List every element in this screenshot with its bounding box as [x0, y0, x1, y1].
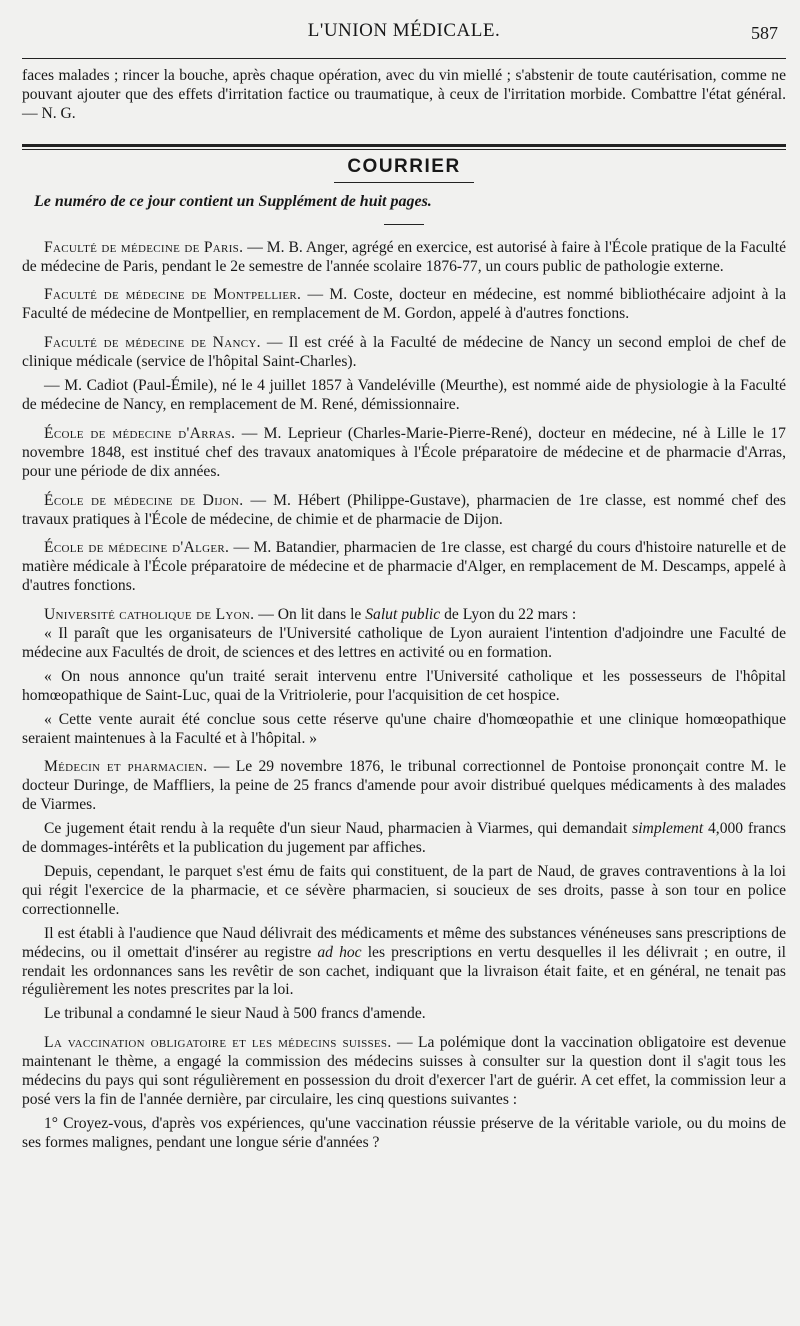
entry-heading: École de médecine d'Alger. — [44, 539, 230, 557]
lyon-quote-2: « On nous annonce qu'un traité serait intervenu entre l'Université catholique et les possesseurs de l'hôpital homœopathique de Saint-Luc, quai de la Vritriolerie, pour l'acquisition de cet hospice. — [22, 667, 786, 704]
page-header — [22, 18, 786, 48]
running-title: L'UNION MÉDICALE. — [307, 20, 501, 41]
pharma-paragraph-2 — [22, 820, 786, 858]
pharma-paragraph-5: Le tribunal a condamné le sieur Naud à 500 francs d'amende. — [44, 1005, 426, 1023]
page-number: 587 — [751, 23, 778, 43]
entry-lyon — [22, 606, 786, 625]
emphasis: simplement — [632, 820, 704, 838]
entry-medecin-pharmacien — [22, 758, 786, 815]
entry-text: — M. B. Anger, agrégé en exercice, est autorisé à faire à l'École pratique de la Faculté de médecine de Paris, pendant le 2e semestre de l'année scolaire 1876-77, un cours public de pathologie externe. — [22, 238, 786, 275]
emphasis: ad hoc — [317, 943, 362, 961]
paragraph-text: 4,000 francs de dommages-intérêts et la publication du jugement par affiches. — [22, 820, 786, 857]
lyon-quote-1: « Il paraît que les organisateurs de l'Université catholique de Lyon auraient l'intention d'adjoindre une Faculté de médecine aux Facultés de droit, de sciences et des lettres en activité ou en formation. — [22, 625, 786, 661]
vaccination-question-1: 1° Croyez-vous, d'après vos expériences, qu'une vaccination réussie préserve de la véritable variole, ou du moins de ses formes malignes, pendant une longue série d'années ? — [22, 1114, 786, 1151]
entry-text: de Lyon du 22 mars : — [440, 606, 577, 624]
header-rule — [22, 58, 786, 59]
section-title: COURRIER — [347, 155, 461, 177]
entry-text: — La polémique dont la vaccination obligatoire est devenue maintenant le thème, a engagé la commission des médecins suisses à consulter sur la question dont il s'agit tous les médecins du pays qui sont régulièrement en possession du droit d'exercer l'art de guérir. A cet effet, la commission leur a posé vers la fin de l'année dernière, par circulaire, les cinq questions suivantes : — [22, 1034, 786, 1108]
paragraph-text: Ce jugement était rendu à la requête d'un sieur Naud, pharmacien à Viarmes, qui demandait — [44, 820, 633, 838]
newspaper-title: Salut public — [365, 606, 441, 624]
entry-text: — On lit dans le — [254, 606, 366, 624]
entry-nancy-followup: — M. Cadiot (Paul-Émile), né le 4 juillet 1857 à Vandeléville (Meurthe), est nommé aide de physiologie à la Faculté de médecine de Nancy, en remplacement de M. René, démissionnaire. — [22, 377, 786, 413]
paragraph-text: Il est établi à l'audience que Naud délivrait des médicaments et même des substances vénéneuses sans prescriptions de médecins, ou il omettait d'insérer au registre — [22, 924, 786, 961]
notice-rule — [384, 224, 424, 225]
entry-heading: Faculté de médecine de Paris. — [44, 238, 244, 256]
entry-text: — M. Batandier, pharmacien de 1re classe, est chargé du cours d'histoire naturelle et de matière médicale à l'École préparatoire de médecine et de pharmacie d'Alger, en remplacement de M. Descamps, appelé à d'autres fonctions. — [22, 539, 786, 595]
section-double-rule — [22, 144, 786, 150]
entry-heading: Faculté de médecine de Nancy. — [44, 334, 261, 352]
entry-text: — M. Leprieur (Charles-Marie-Pierre-René), docteur en médecine, né à Lille le 17 novembre 1848, est institué chef des travaux anatomiques à l'École préparatoire de médecine et de pharmacie d'Arras, pour une période de dix années. — [22, 424, 786, 480]
entry-vaccination — [22, 1034, 786, 1110]
entry-text: — Il est créé à la Faculté de médecine de Nancy un second emploi de chef de clinique médicale (service de l'hôpital Saint-Charles). — [22, 334, 786, 371]
entry-heading: La vaccination obligatoire et les médecins suisses. — [44, 1034, 392, 1052]
entry-text: — M. Coste, docteur en médecine, est nommé bibliothécaire adjoint à la Faculté de médecine de Montpellier, en remplacement de M. Gordon, appelé à d'autres fonctions. — [22, 286, 786, 323]
pharma-paragraph-3: Depuis, cependant, le parquet s'est ému de faits qui constituent, de la part de Naud, de graves contraventions à la loi qui régit l'exercice de la pharmacie, et ce sévère pharmacien, si soucieux de ses droits, passe à son tour en police correctionnelle. — [22, 863, 786, 918]
entry-dijon — [22, 492, 786, 530]
entry-text: — Le 29 novembre 1876, le tribunal correctionnel de Pontoise prononçait contre M. le docteur Duringe, de Maffliers, la peine de 25 francs d'amende pour avoir distribué quelques médicaments à des malades de Viarmes. — [22, 758, 787, 814]
pharma-paragraph-4 — [22, 925, 786, 1001]
title-rule — [334, 182, 474, 183]
entry-paris — [22, 239, 786, 277]
intro-paragraph: faces malades ; rincer la bouche, après chaque opération, avec du vin miellé ; s'abstenir de toute cautérisation, comme ne pouvant ajouter que des effets d'irritation factice ou traumatique, à ceux de l'irritation morbide. Combattre l'état général. — N. G. — [22, 67, 786, 122]
entry-heading: École de médecine de Dijon. — [44, 491, 244, 509]
entry-heading: Médecin et pharmacien. — [44, 758, 208, 776]
entry-heading: Faculté de médecine de Montpellier. — [44, 286, 302, 304]
paragraph-text: les prescriptions en vertu desquelles il les délivrait ; en outre, il rendait les ordonnances sans les revêtir de son cachet, indiquant que la livraison était faite, et en général, ne tenait pas régulièrement les notes prescrites par la loi. — [22, 943, 786, 999]
entry-arras — [22, 425, 786, 482]
entry-nancy — [22, 334, 786, 372]
entry-heading: Université catholique de Lyon. — [44, 606, 255, 624]
lyon-quote-3: « Cette vente aurait été conclue sous cette réserve qu'une chaire d'homœopathie et une clinique homœopathique seraient maintenues à la Faculté et à l'hôpital. » — [22, 710, 786, 747]
entry-alger — [22, 539, 786, 596]
entry-heading: École de médecine d'Arras. — [44, 424, 236, 442]
entry-text: — M. Hébert (Philippe-Gustave), pharmacien de 1re classe, est nommé chef des travaux pratiques à l'École de médecine, de chimie et de pharmacie de Dijon. — [22, 491, 786, 528]
entry-montpellier — [22, 286, 786, 324]
supplement-notice: Le numéro de ce jour contient un Supplément de huit pages. — [34, 192, 432, 210]
